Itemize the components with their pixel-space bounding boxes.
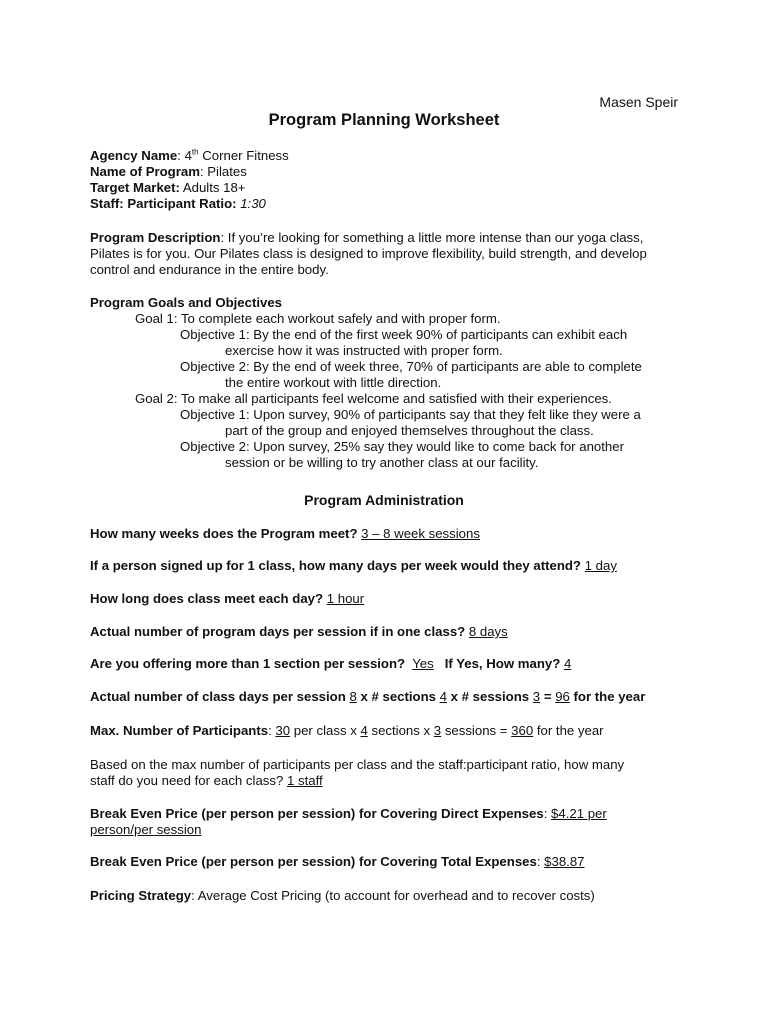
agency-label: Agency Name [90, 148, 178, 163]
question-text: Break Even Price (per person per session) for Covering Direct Expenses [90, 806, 544, 821]
objective-2a: Objective 1: Upon survey, 90% of participants say that they felt like they were a [180, 407, 641, 422]
goal-2: Goal 2: To make all participants feel welcome and satisfied with their experiences. [135, 391, 612, 406]
program-days-question [90, 624, 690, 640]
objective-1b-cont: the entire workout with little direction. [225, 375, 442, 390]
objective-2b-cont: session or be willing to try another class at our facility. [225, 455, 539, 470]
program-name-label: Name of Program [90, 164, 200, 179]
description-text: control and endurance in the entire body. [90, 262, 329, 277]
question-text: If a person signed up for 1 class, how many days per week would they attend? [90, 558, 581, 573]
weeks-question [90, 526, 690, 542]
ratio-label: Staff: Participant Ratio: [90, 196, 237, 211]
agency-value: Corner Fitness [198, 148, 289, 163]
answer-value: $38.87 [544, 854, 585, 869]
question-text: Pricing Strategy [90, 888, 192, 903]
description-text: : If you’re looking for something a little more intense than our yoga class, [220, 230, 644, 245]
pricing-strategy [90, 888, 690, 904]
answer-text: per class x [293, 723, 357, 738]
ratio-line [90, 196, 690, 212]
question-text: Max. Number of Participants [90, 723, 269, 738]
goals-heading: Program Goals and Objectives [90, 295, 283, 310]
days-question [90, 558, 690, 574]
page-title: Program Planning Worksheet [268, 111, 500, 129]
colon: : [543, 806, 548, 821]
answer-value: 4 [563, 656, 572, 671]
target-market-label: Target Market: [90, 180, 180, 195]
question-text: Break Even Price (per person per session) for Covering Total Expenses [90, 854, 537, 869]
answer-text: : Average Cost Pricing (to account for overhead and to recover costs) [191, 888, 595, 903]
agency-sup: th [191, 147, 199, 157]
question-text: How long does class meet each day? [90, 591, 324, 606]
answer-value: 1 staff [286, 773, 323, 788]
target-market-line [90, 180, 690, 196]
duration-question [90, 591, 690, 607]
question-text: x # sessions [450, 689, 530, 704]
objective-1b: Objective 2: By the end of week three, 70% of participants are able to complete [180, 359, 642, 374]
answer-value: 3 [433, 723, 442, 738]
answer-value: 3 – 8 week sessions [361, 526, 480, 541]
colon: : [536, 854, 541, 869]
answer-value: 8 days [468, 624, 508, 639]
question-text: How many weeks does the Program meet? [90, 526, 358, 541]
program-name-line [90, 164, 690, 180]
objective-1a: Objective 1: By the end of the first week 90% of participants can exhibit each [180, 327, 628, 342]
question-text: Actual number of program days per session if in one class? [90, 624, 466, 639]
total-expense-question [90, 854, 690, 870]
question-text: If Yes, How many? [444, 656, 561, 671]
goals-section [90, 295, 690, 471]
answer-text: sections x [371, 723, 431, 738]
objective-2b: Objective 2: Upon survey, 25% say they would like to come back for another [180, 439, 624, 454]
objective-1a-cont: exercise how it was instructed with proper form. [225, 343, 503, 358]
answer-value: Yes [412, 656, 434, 671]
direct-expense-question [90, 806, 690, 838]
sections-question [90, 656, 690, 672]
question-text: staff do you need for each class? [90, 773, 284, 788]
answer-value: 4 [439, 689, 447, 704]
colon: : [268, 723, 272, 738]
answer-text: sessions = [444, 723, 508, 738]
agency-num: 4 [184, 148, 192, 163]
answer-value: 3 [532, 689, 541, 704]
target-market-value: Adults 18+ [179, 180, 246, 195]
answer-text: for the year [536, 723, 604, 738]
answer-value: 8 [349, 689, 357, 704]
answer-value: $4.21 per [551, 806, 607, 821]
program-description [90, 230, 690, 278]
question-text: = [543, 689, 552, 704]
answer-value: person/per session [90, 822, 202, 837]
goal-1: Goal 1: To complete each workout safely and with proper form. [135, 311, 501, 326]
question-text: Actual number of class days per session [90, 689, 346, 704]
program-name-value: : Pilates [199, 164, 247, 179]
answer-value: 1 day [584, 558, 617, 573]
answer-value: 4 [360, 723, 368, 738]
answer-value: 360 [511, 723, 534, 738]
question-text: x # sections [360, 689, 436, 704]
admin-heading: Program Administration [304, 492, 464, 508]
question-text: Are you offering more than 1 section per session? [90, 656, 406, 671]
ratio-value: 1:30 [240, 196, 266, 211]
question-text: for the year [573, 689, 646, 704]
agency-line: Agency Name: 4th Corner Fitness [90, 147, 289, 163]
staff-question [90, 757, 690, 789]
objective-2a-cont: part of the group and enjoyed themselves throughout the class. [225, 423, 594, 438]
answer-value: 1 hour [326, 591, 365, 606]
answer-value: 30 [275, 723, 291, 738]
description-label: Program Description [90, 230, 221, 245]
question-text: Based on the max number of participants per class and the staff:participant ratio, how many [90, 757, 625, 772]
program-info [90, 148, 690, 212]
author-name: Masen Speir [599, 94, 678, 110]
answer-value: 96 [555, 689, 570, 704]
description-text: Pilates is for you. Our Pilates class is designed to improve flexibility, build strength, and develop [90, 246, 647, 261]
max-participants-question [90, 723, 690, 739]
class-days-question [90, 689, 690, 705]
